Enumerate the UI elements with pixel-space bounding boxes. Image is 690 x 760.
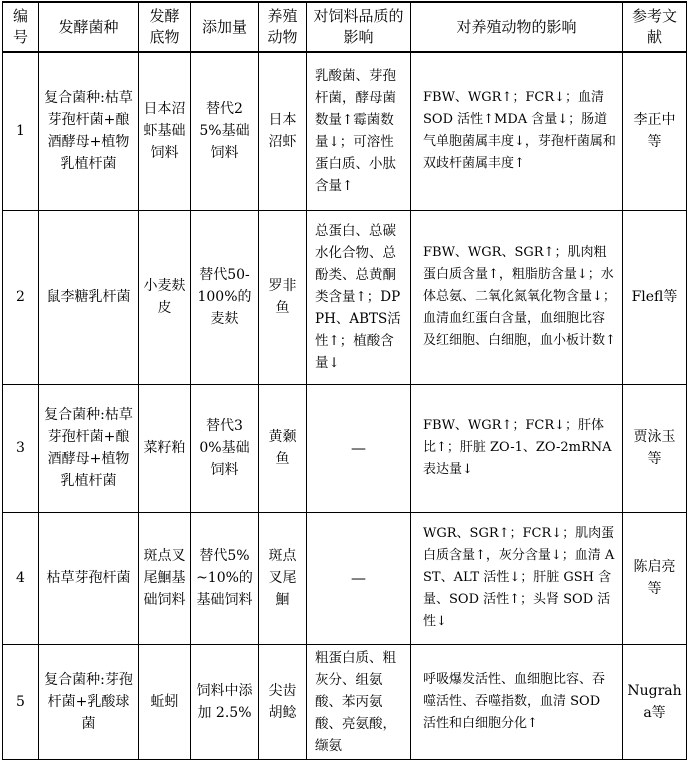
row-strain: 枯草芽孢杆菌 [39, 512, 139, 644]
row-ref: 陈启亮等 [623, 512, 687, 644]
row-id: 1 [3, 52, 39, 210]
table-row [3, 52, 687, 210]
table-row [3, 210, 687, 384]
row-id: 4 [3, 512, 39, 644]
header-effect: 对养殖动物的影响 [411, 2, 623, 52]
row-animal: 斑点叉尾鮰 [259, 512, 307, 644]
row-strain: 复合菌种:枯草芽孢杆菌+酿酒酵母+植物乳植杆菌 [39, 52, 139, 210]
row-animal: 黄颡鱼 [259, 384, 307, 512]
row-substrate: 日本沼虾基础饲料 [139, 52, 191, 210]
row-animal: 罗非鱼 [259, 210, 307, 384]
fermented-feed-table [2, 1, 687, 760]
row-effect: FBW、WGR↑；FCR↓；血清 SOD 活性↑MDA 含量↓；肠道气单胞菌属丰度↓，芽孢杆菌属和双歧杆菌属丰度↑ [411, 52, 623, 210]
row-ref: 李正中等 [623, 52, 687, 210]
header-quality: 对饲料品质的影响 [307, 2, 411, 52]
row-dose: 替代5%~10%的基础饲料 [191, 512, 259, 644]
row-id: 5 [3, 644, 39, 759]
row-animal: 尖齿胡鲶 [259, 644, 307, 759]
table-row [3, 384, 687, 512]
row-substrate: 小麦麸皮 [139, 210, 191, 384]
header-id: 编号 [3, 2, 39, 52]
row-quality: 粗蛋白质、粗灰分、组氨酸、苯丙氨酸、亮氨酸，缬氨 [307, 644, 411, 759]
row-ref: 贾泳玉等 [623, 384, 687, 512]
row-dose: 替代30%基础饲料 [191, 384, 259, 512]
header-ref: 参考文献 [623, 2, 687, 52]
row-substrate: 菜籽粕 [139, 384, 191, 512]
row-dose: 替代25%基础饲料 [191, 52, 259, 210]
row-quality: 乳酸菌、芽孢杆菌，酵母菌数量↑霉菌数量↓；可溶性蛋白质、小肽含量↑ [307, 52, 411, 210]
row-effect: 呼吸爆发活性、血细胞比容、吞噬活性、吞噬指数，血清 SOD 活性和白细胞分化↑ [411, 644, 623, 759]
row-effect: FBW、WGR、SGR↑；肌肉粗蛋白质含量↑，粗脂肪含量↓；水体总氨、二氧化氮氧化物含量↓；血清血红蛋白含量，血细胞比容及红细胞、白细胞，血小板计数↑ [411, 210, 623, 384]
row-ref: Flefl等 [623, 210, 687, 384]
header-substrate: 发酵底物 [139, 2, 191, 52]
row-strain: 复合菌种:芽孢杆菌+乳酸球菌 [39, 644, 139, 759]
row-dose: 饲料中添加 2.5% [191, 644, 259, 759]
row-ref: Nugraha等 [623, 644, 687, 759]
row-quality: — [307, 384, 411, 512]
row-animal: 日本沼虾 [259, 52, 307, 210]
row-quality: 总蛋白、总碳水化合物、总酚类、总黄酮类含量↑；DPPH、ABTS活性↑；植酸含量↓ [307, 210, 411, 384]
header-dose: 添加量 [191, 2, 259, 52]
row-quality: — [307, 512, 411, 644]
table-row [3, 512, 687, 644]
row-effect: FBW、WGR↑；FCR↓；肝体比↑；肝脏 ZO-1、ZO-2mRNA 表达量↓ [411, 384, 623, 512]
header-strain: 发酵菌种 [39, 2, 139, 52]
row-substrate: 斑点叉尾鮰基础饲料 [139, 512, 191, 644]
row-strain: 复合菌种:枯草芽孢杆菌+酿酒酵母+植物乳植杆菌 [39, 384, 139, 512]
row-dose: 替代50-100%的麦麸 [191, 210, 259, 384]
row-substrate: 蚯蚓 [139, 644, 191, 759]
table-row [3, 644, 687, 759]
table-header-row [3, 2, 687, 52]
header-animal: 养殖动物 [259, 2, 307, 52]
row-strain: 鼠李糖乳杆菌 [39, 210, 139, 384]
row-id: 3 [3, 384, 39, 512]
row-effect: WGR、SGR↑；FCR↓；肌肉蛋白质含量↑，灰分含量↓；血清 AST、ALT 活性↓；肝脏 GSH 含量、SOD 活性↑；头肾 SOD 活性↓ [411, 512, 623, 644]
row-id: 2 [3, 210, 39, 384]
